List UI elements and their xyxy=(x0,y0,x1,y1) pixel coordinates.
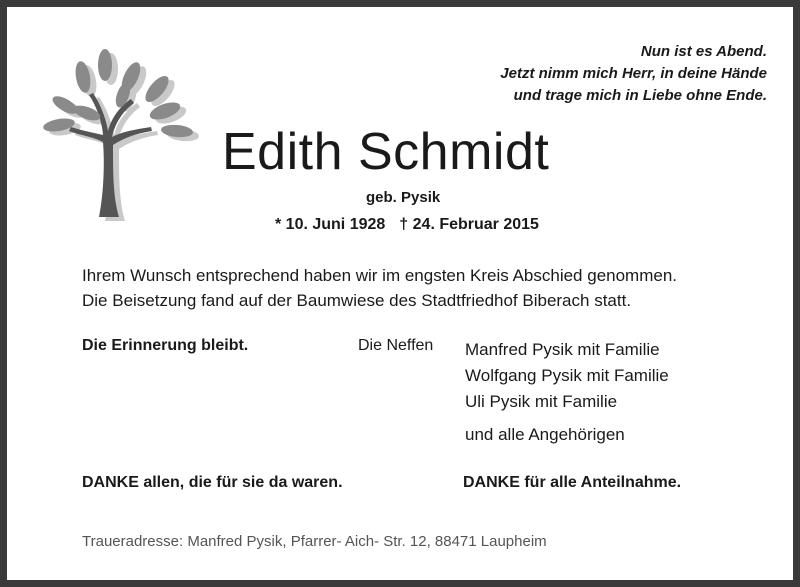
life-dates xyxy=(275,216,539,234)
announcement-line-1: Ihrem Wunsch entsprechend haben wir im engsten Kreis Abschied genommen. xyxy=(82,266,678,285)
remembrance-line: Die Erinnerung bleibt. xyxy=(82,337,249,354)
birth-date: * 10. Juni 1928 xyxy=(275,216,386,233)
announcement-text xyxy=(82,263,677,313)
mourner-item: Wolfgang Pysik mit Familie xyxy=(465,366,669,385)
mourners-label: Die Neffen xyxy=(358,337,434,354)
death-date: † 24. Februar 2015 xyxy=(399,216,539,233)
mourner-item: Manfred Pysik mit Familie xyxy=(465,340,660,359)
thanks-left: DANKE allen, die für sie da waren. xyxy=(82,474,343,491)
mourners-list xyxy=(465,337,669,415)
mourners-others: und alle Angehörigen xyxy=(465,425,625,444)
mourning-address: Traueradresse: Manfred Pysik, Pfarrer- Aich- Str. 12, 88471 Laupheim xyxy=(82,533,547,550)
tree-icon xyxy=(39,47,199,222)
quote-line-1: Nun ist es Abend. xyxy=(640,43,767,60)
quote-line-3: und trage mich in Liebe ohne Ende. xyxy=(513,87,767,104)
quote xyxy=(500,41,767,107)
quote-line-2: Jetzt nimm mich Herr, in deine Hände xyxy=(500,65,767,82)
mourner-item: Uli Pysik mit Familie xyxy=(465,392,618,411)
deceased-name: Edith Schmidt xyxy=(222,123,550,181)
birth-name: geb. Pysik xyxy=(366,189,441,206)
announcement-line-2: Die Beisetzung fand auf der Baumwiese des Stadtfriedhof Biberach statt. xyxy=(82,291,632,310)
thanks-right: DANKE für alle Anteilnahme. xyxy=(463,474,682,491)
